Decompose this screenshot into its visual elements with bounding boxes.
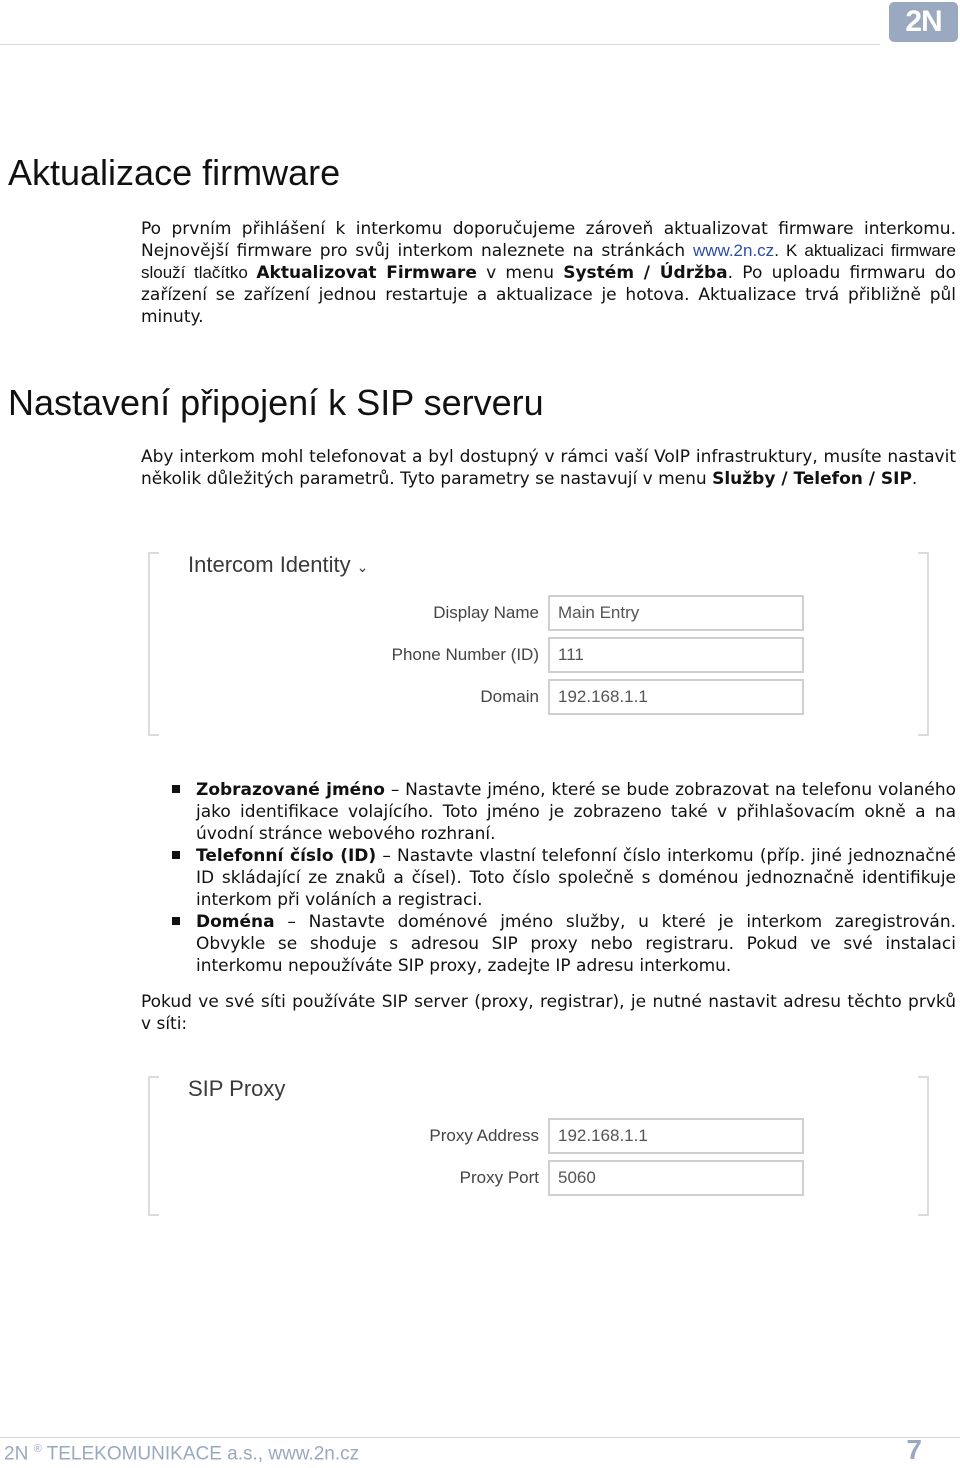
phone-number-label: Phone Number (ID)	[391, 645, 539, 664]
field-row-phone-number	[148, 637, 929, 673]
bullet-term: Zobrazované jméno	[196, 780, 385, 800]
display-name-input[interactable]: Main Entry	[548, 595, 804, 631]
proxy-paragraph: Pokud ve své síti používáte SIP server (proxy, registrar), je nutné nastavit adresu těchto prvků v síti:	[141, 992, 956, 1034]
menu-reference: Systém / Údržba	[563, 263, 728, 283]
section-title-sip: Nastavení připojení k SIP serveru	[8, 382, 544, 423]
list-item	[172, 911, 956, 977]
field-row-display-name	[148, 595, 929, 631]
list-item	[172, 845, 956, 911]
footer-company	[4, 1443, 359, 1465]
bullet-square-icon	[172, 851, 180, 859]
text: Po prvním přihlášení k interkomu doporučujeme zároveň aktualizovat firmware interkomu. Nejnovější firmware pro svůj interkom naleznete na stránkách	[141, 219, 956, 261]
text: Aby interkom mohl telefonovat a byl dostupný v rámci vaší VoIP infrastruktury, musíte nastavit několik důležitých parametrů. Tyto parametry se nastavují v menu	[141, 447, 956, 489]
sip-paragraph	[141, 446, 956, 490]
intercom-identity-title[interactable]	[188, 552, 368, 578]
website-link[interactable]: www.2n.cz	[692, 241, 775, 260]
domain-input[interactable]: 192.168.1.1	[548, 679, 804, 715]
bullet-square-icon	[172, 785, 180, 793]
bullet-term: Telefonní číslo (ID)	[196, 846, 377, 866]
header-rule	[0, 44, 880, 45]
proxy-address-input[interactable]: 192.168.1.1	[548, 1118, 804, 1154]
field-row-proxy-port	[148, 1160, 929, 1196]
footer-brand: 2N	[4, 1443, 29, 1465]
sip-proxy-title[interactable]: SIP Proxy	[188, 1076, 286, 1101]
phone-number-input[interactable]: 111	[548, 637, 804, 673]
proxy-port-label: Proxy Port	[459, 1168, 539, 1187]
footer-rule	[0, 1437, 960, 1438]
field-row-proxy-address	[148, 1118, 929, 1154]
registered-mark: ®	[33, 1443, 42, 1455]
section-title-firmware: Aktualizace firmware	[8, 152, 341, 193]
firmware-paragraph	[141, 218, 956, 328]
bullet-text: – Nastavte doménové jméno služby, u které je interkom zaregistrován. Obvykle se shoduje s adresou SIP proxy nebo registraru. Pokud ve své instalaci interkomu nepoužíváte SIP proxy, zadejte IP adresu interkomu.	[196, 912, 956, 976]
display-name-label: Display Name	[433, 603, 539, 622]
field-descriptions-list	[172, 779, 956, 977]
intercom-identity-panel	[148, 552, 929, 736]
text: . Po uploadu firmwaru do zařízení se zařízení jednou restartuje a aktualizace je hotova. Aktualizace trvá přibližně půl minuty.	[141, 263, 956, 327]
proxy-address-label: Proxy Address	[429, 1126, 539, 1145]
proxy-port-input[interactable]: 5060	[548, 1160, 804, 1196]
bullet-square-icon	[172, 917, 180, 925]
menu-reference: Aktualizovat Firmware	[256, 263, 477, 283]
bullet-term: Doména	[196, 912, 275, 932]
menu-reference: Služby / Telefon / SIP	[712, 469, 912, 489]
sip-proxy-panel	[148, 1076, 929, 1216]
domain-label: Domain	[480, 687, 539, 706]
text: v menu	[476, 263, 564, 283]
bullet-text: – Nastavte jméno, které se bude zobrazovat na telefonu volaného jako identifikace volajícího. Toto jméno je zobrazeno také v přihlašovacím okně a na úvodní stránce webového rozhraní.	[196, 780, 957, 844]
bullet-text: – Nastavte vlastní telefonní číslo interkomu (příp. jiné jednoznačné ID skládající ze znaků a čísel). Toto číslo společně s doménou jednoznačně identifikuje interkom při voláních a registraci.	[196, 846, 956, 910]
text: .	[911, 469, 918, 489]
field-row-domain	[148, 679, 929, 715]
brand-logo: 2N	[889, 2, 958, 42]
panel-title-text: Intercom Identity	[188, 552, 351, 577]
list-item	[172, 779, 956, 845]
chevron-down-icon: ⌄	[356, 559, 369, 575]
page-number: 7	[906, 1434, 922, 1465]
footer-company-text: TELEKOMUNIKACE a.s., www.2n.cz	[41, 1443, 360, 1465]
text: . K aktualizaci firmware slouží tlačítko	[141, 241, 957, 282]
